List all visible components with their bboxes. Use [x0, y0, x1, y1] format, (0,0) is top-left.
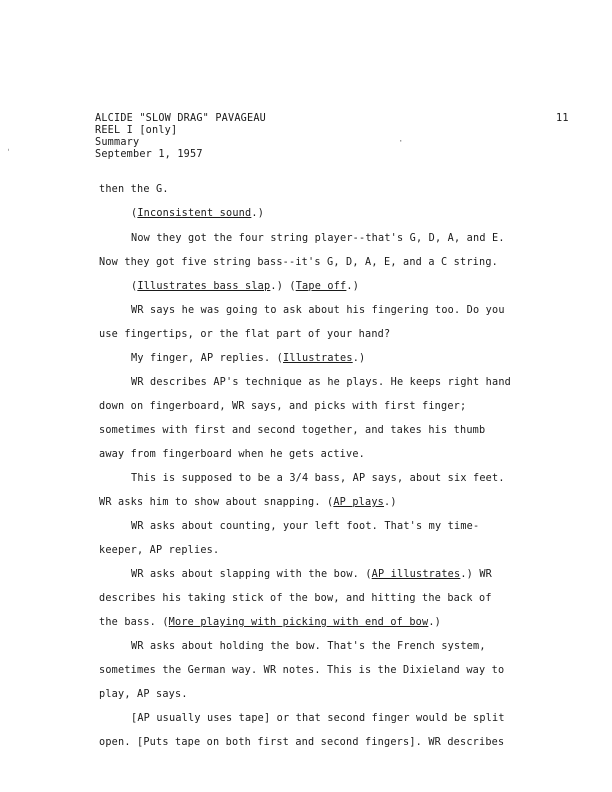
stage-direction: Illustrates: [283, 353, 353, 364]
body-line: WR asks him to show about snapping. (AP plays.): [99, 497, 397, 508]
body-line: WR asks about slapping with the bow. (AP illustrates.) WR: [131, 569, 493, 580]
summary-label: Summary: [95, 137, 140, 148]
body-line: play, AP says.: [99, 689, 188, 700]
date-label: September 1, 1957: [95, 149, 203, 160]
stage-direction: Inconsistent sound: [137, 208, 252, 219]
body-line: [AP usually uses tape] or that second finger would be split: [131, 713, 505, 724]
body-line: Now they got the four string player--that's G, D, A, and E.: [131, 233, 505, 244]
body-line: (Illustrates bass slap.) (Tape off.): [131, 281, 360, 292]
interviewee-title: ALCIDE "SLOW DRAG" PAVAGEAU: [95, 113, 267, 124]
ink-speck: ·: [398, 137, 404, 147]
stage-direction: More playing with picking with end of bow: [168, 617, 429, 628]
body-line: sometimes the German way. WR notes. This is the Dixieland way to: [99, 665, 505, 676]
body-line: My finger, AP replies. (Illustrates.): [131, 353, 366, 364]
page-number: 11: [556, 113, 569, 124]
body-line: away from fingerboard when he gets active.: [99, 449, 366, 460]
body-line: the bass. (More playing with picking with end of bow.): [99, 617, 442, 628]
margin-mark: ˎ: [5, 141, 17, 153]
body-line: Now they got five string bass--it's G, D, A, E, and a C string.: [99, 257, 499, 268]
body-line: sometimes with first and second together, and takes his thumb: [99, 425, 486, 436]
reel-label: REEL I [only]: [95, 125, 178, 136]
body-line: WR asks about holding the bow. That's the French system,: [131, 641, 486, 652]
body-line: then the G.: [99, 184, 169, 195]
stage-direction: AP illustrates: [371, 569, 461, 580]
body-line: describes his taking stick of the bow, and hitting the back of: [99, 593, 492, 604]
stage-direction: AP plays: [333, 497, 385, 508]
body-line: WR describes AP's technique as he plays. He keeps right hand: [131, 377, 512, 388]
body-line: use fingertips, or the flat part of your hand?: [99, 329, 391, 340]
body-line: WR says he was going to ask about his fingering too. Do you: [131, 305, 505, 316]
stage-direction: Tape off: [295, 281, 347, 292]
body-line: This is supposed to be a 3/4 bass, AP says, about six feet.: [131, 473, 505, 484]
body-line: open. [Puts tape on both first and second fingers]. WR describes: [99, 737, 505, 748]
body-line: keeper, AP replies.: [99, 545, 220, 556]
body-line: WR asks about counting, your left foot. That's my time-: [131, 521, 480, 532]
stage-direction: Illustrates bass slap: [137, 281, 271, 292]
body-line: (Inconsistent sound.): [131, 208, 265, 219]
body-line: down on fingerboard, WR says, and picks with first finger;: [99, 401, 467, 412]
